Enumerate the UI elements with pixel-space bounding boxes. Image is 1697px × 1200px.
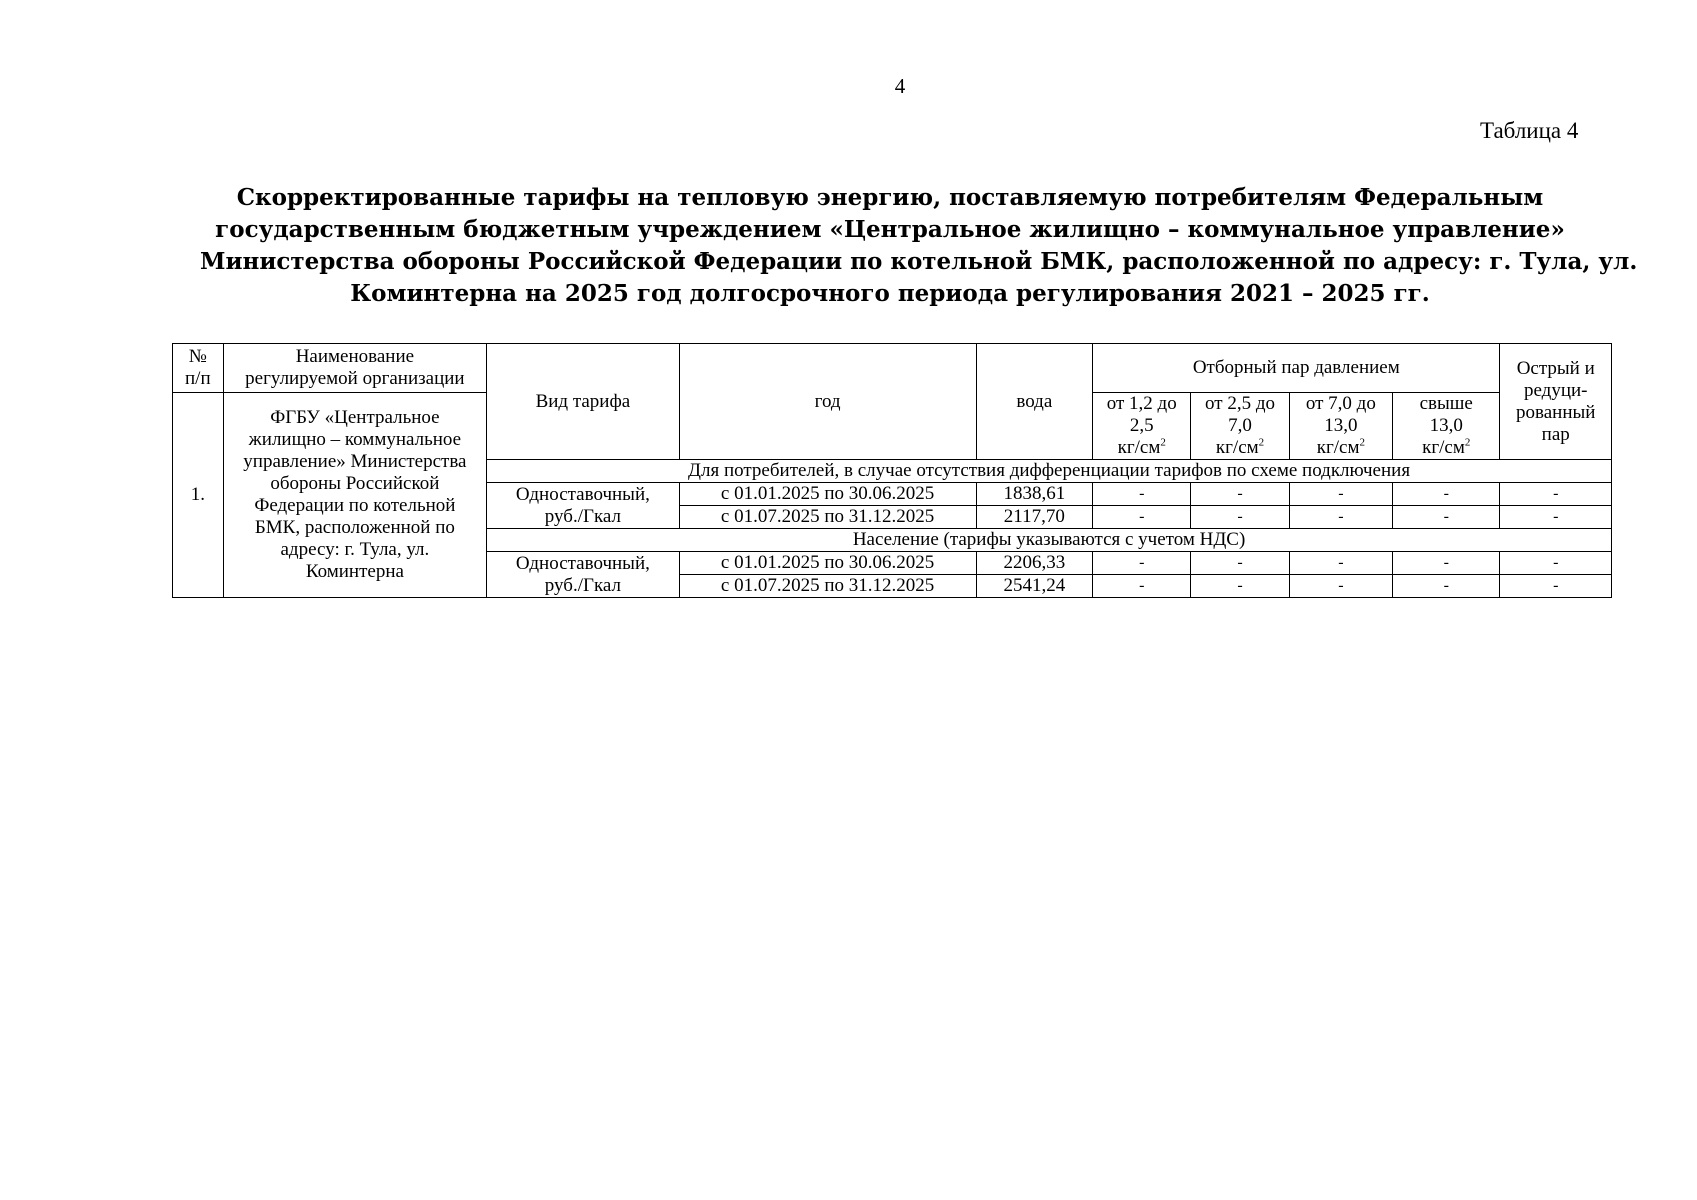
title-line: Коминтерна на 2025 год долгосрочного периода регулирования 2021 – 2025 гг. — [350, 280, 1430, 307]
header-pressure-2: от 2,5 до 7,0 $кг/см^2$ — [1191, 393, 1289, 460]
pressure-1-cell: - — [1093, 506, 1191, 529]
pressure-4-cell: - — [1393, 575, 1500, 598]
table-label: Таблица 4 — [1480, 118, 1579, 143]
page-number: 4 — [894, 74, 906, 98]
pressure-3-cell: - — [1289, 506, 1392, 529]
tariff-kind-cell: Одноставочный, руб./Гкал — [487, 483, 680, 529]
header-pressure-3: от 7,0 до 13,0 $кг/см^2$ — [1289, 393, 1392, 460]
pressure-3-cell: - — [1289, 483, 1392, 506]
pressure-2-cell: - — [1191, 552, 1289, 575]
section-heading: Для потребителей, в случае отсутствия дифференциации тарифов по схеме подключения — [487, 460, 1612, 483]
title-line: Скорректированные тарифы на тепловую энергию, поставляемую потребителям Федеральным — [236, 184, 1544, 211]
period-cell: с 01.01.2025 по 30.06.2025 — [679, 552, 976, 575]
pressure-2-cell: - — [1191, 483, 1289, 506]
header-tariff-type: Вид тарифа — [487, 344, 680, 460]
header-org-name: Наименование регулируемой организации — [223, 344, 486, 393]
pressure-4-cell: - — [1393, 506, 1500, 529]
sharp-steam-cell: - — [1500, 552, 1612, 575]
period-cell: с 01.01.2025 по 30.06.2025 — [679, 483, 976, 506]
header-year: год — [679, 344, 976, 460]
water-cell: 2541,24 — [976, 575, 1093, 598]
header-pressure-4: свыше 13,0 $кг/см^2$ — [1393, 393, 1500, 460]
pressure-4-cell: - — [1393, 483, 1500, 506]
pressure-2-cell: - — [1191, 506, 1289, 529]
sharp-steam-cell: - — [1500, 575, 1612, 598]
pressure-1-cell: - — [1093, 575, 1191, 598]
tariff-table — [172, 343, 1612, 598]
tariff-kind-cell: Одноставочный, руб./Гкал — [487, 552, 680, 598]
pressure-3-cell: - — [1289, 552, 1392, 575]
row-number: 1. — [173, 393, 224, 598]
section-heading: Население (тарифы указываются с учетом НДС) — [487, 529, 1612, 552]
header-steam-group: Отборный пар давлением — [1093, 344, 1500, 393]
document-title — [200, 182, 1638, 310]
sharp-steam-cell: - — [1500, 483, 1612, 506]
pressure-1-cell: - — [1093, 483, 1191, 506]
period-cell: с 01.07.2025 по 31.12.2025 — [679, 506, 976, 529]
pressure-1-cell: - — [1093, 552, 1191, 575]
sharp-steam-cell: - — [1500, 506, 1612, 529]
pressure-2-cell: - — [1191, 575, 1289, 598]
title-line: Министерства обороны Российской Федерации по котельной БМК, расположенной по адресу: г. Тула, ул. — [200, 248, 1638, 275]
water-cell: 2117,70 — [976, 506, 1093, 529]
pressure-3-cell: - — [1289, 575, 1392, 598]
header-pressure-1: от 1,2 до 2,5 $кг/см^2$ — [1093, 393, 1191, 460]
header-number: № п/п — [173, 344, 224, 393]
period-cell: с 01.07.2025 по 31.12.2025 — [679, 575, 976, 598]
water-cell: 2206,33 — [976, 552, 1093, 575]
water-cell: 1838,61 — [976, 483, 1093, 506]
header-sharp-steam: Острый и редуци- рованный пар — [1500, 344, 1612, 460]
pressure-4-cell: - — [1393, 552, 1500, 575]
org-name-cell: ФГБУ «Центральное жилищно – коммунальное управление» Министерства обороны Российской Федерации по котельной БМК, расположенной по адресу: г. Тула, ул. Коминтерна — [223, 393, 486, 598]
header-water: вода — [976, 344, 1093, 460]
title-line: государственным бюджетным учреждением «Центральное жилищно – коммунальное управление» — [215, 216, 1565, 243]
